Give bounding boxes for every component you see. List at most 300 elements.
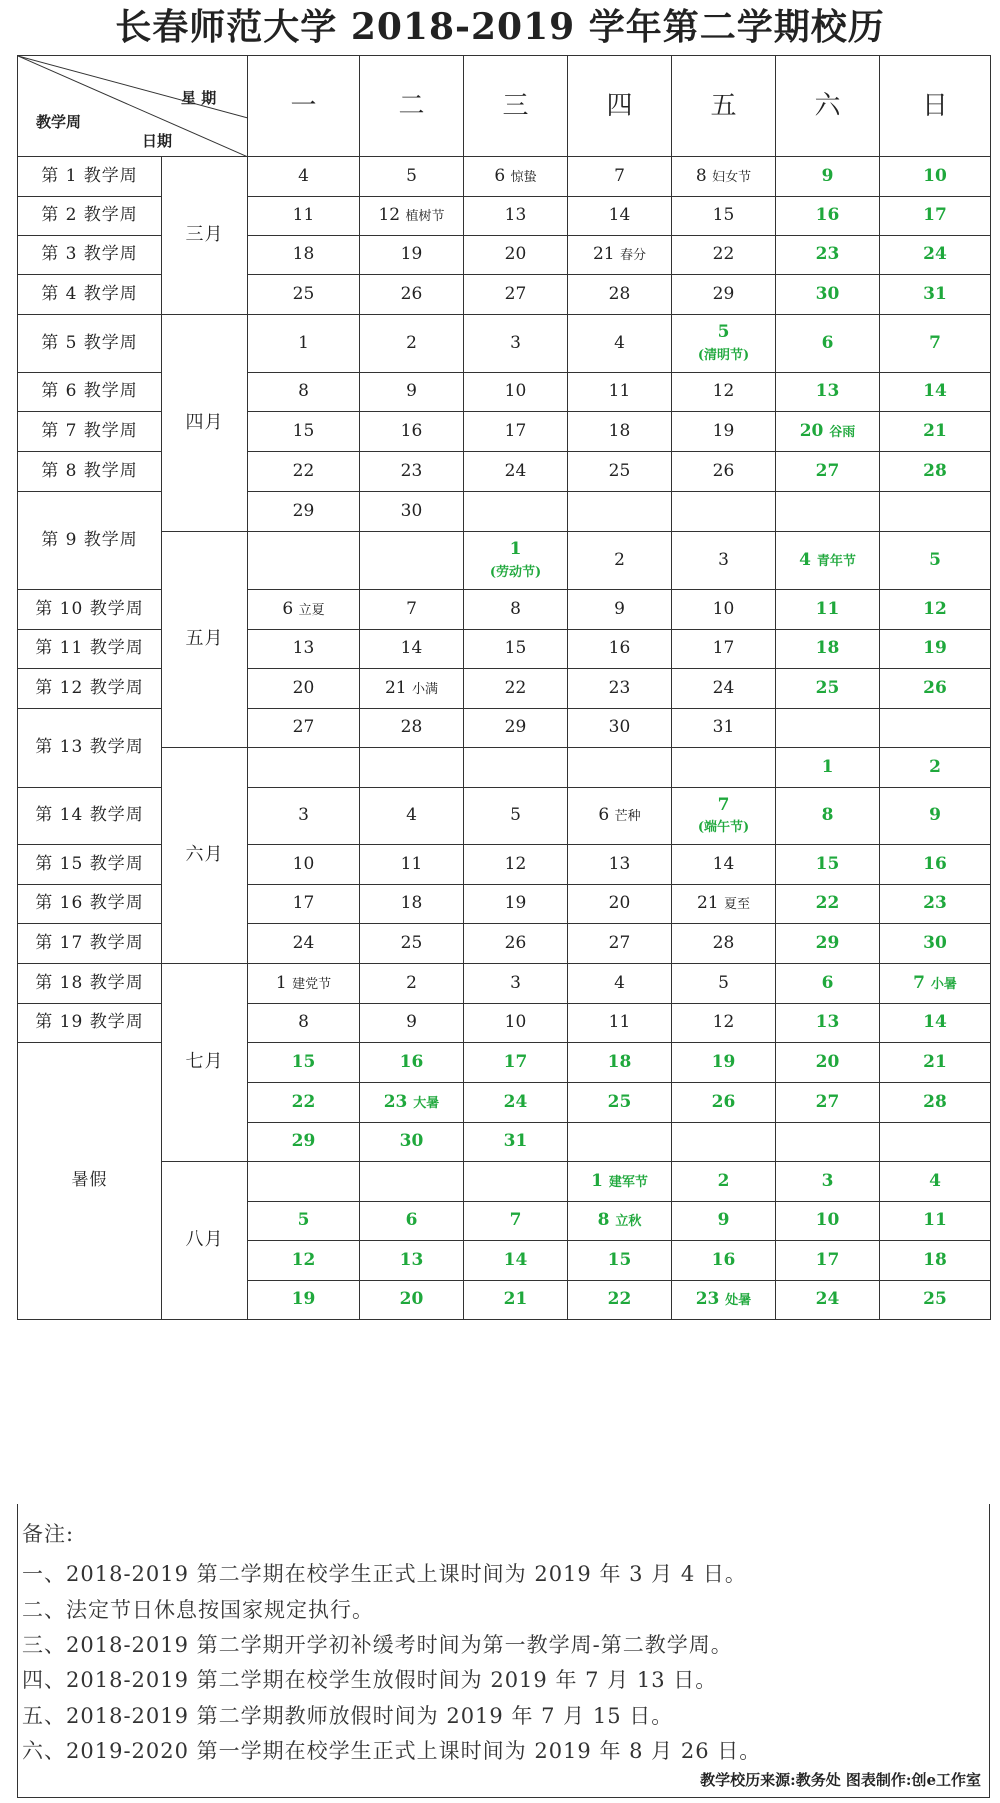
- day-cell: [464, 788, 568, 845]
- day-number: 5: [297, 1210, 310, 1231]
- day-number: 7: [509, 1210, 522, 1231]
- day-cell: [360, 315, 464, 373]
- date-axis-label: 日期: [142, 132, 173, 150]
- day-number: 17: [923, 205, 947, 226]
- day-cell: [568, 492, 672, 532]
- day-cell: [880, 1083, 991, 1123]
- day-cell: [464, 412, 568, 452]
- day-cell: [464, 885, 568, 924]
- calendar-table: [17, 55, 991, 1320]
- day-cell: [464, 197, 568, 236]
- day-number: 2: [406, 972, 417, 993]
- day-cell: [776, 1004, 880, 1043]
- day-number: 23: [815, 244, 840, 265]
- day-cell: [464, 452, 568, 492]
- day-number: 21: [384, 677, 407, 698]
- day-cell: [464, 373, 568, 412]
- day-cell: [568, 845, 672, 885]
- day-cell: [672, 924, 776, 964]
- week-label: 第 13 教学周: [18, 709, 162, 788]
- table-row: [18, 964, 991, 1004]
- day-number: 31: [712, 717, 735, 738]
- day-cell: [776, 412, 880, 452]
- day-number: 18: [292, 244, 315, 265]
- day-number: 28: [712, 932, 735, 953]
- day-number: 2: [929, 756, 941, 777]
- day-cell: [672, 845, 776, 885]
- week-label: 暑假: [18, 1043, 162, 1320]
- day-cell: [672, 412, 776, 452]
- day-cell: [360, 964, 464, 1004]
- day-cell: [360, 1083, 464, 1123]
- day-cell: [360, 590, 464, 630]
- notes-section: [17, 1504, 990, 1798]
- day-number: 4: [406, 805, 417, 826]
- day-number: 3: [718, 549, 729, 570]
- day-number: 27: [292, 717, 315, 738]
- day-cell: [880, 845, 991, 885]
- day-number: 15: [504, 638, 527, 659]
- day-number: 15: [815, 853, 840, 874]
- day-number: 27: [815, 460, 840, 481]
- day-number: 7: [913, 972, 925, 993]
- day-cell: [880, 275, 991, 315]
- day-number: 28: [608, 283, 631, 304]
- weekday-axis-label: 星 期: [181, 89, 217, 107]
- day-number: 15: [292, 420, 315, 441]
- day-cell: [776, 452, 880, 492]
- day-number: 18: [608, 420, 631, 441]
- day-cell: [248, 236, 360, 275]
- day-number: 2: [717, 1170, 730, 1191]
- day-cell: [464, 845, 568, 885]
- day-number: 14: [923, 381, 947, 402]
- day-cell: [568, 748, 672, 788]
- day-number: 22: [815, 893, 840, 914]
- week-label: 第 19 教学周: [18, 1004, 162, 1043]
- festival-label: (端午节): [697, 820, 750, 835]
- day-cell: [880, 669, 991, 709]
- day-number: 4: [298, 165, 309, 186]
- day-number: 19: [291, 1289, 316, 1310]
- day-number: 16: [815, 205, 840, 226]
- day-number: 16: [608, 638, 631, 659]
- week-label: 第 3 教学周: [18, 236, 162, 275]
- day-number: 30: [608, 717, 631, 738]
- day-cell: [568, 532, 672, 590]
- day-number: 26: [712, 460, 735, 481]
- day-number: 23: [923, 893, 947, 914]
- month-label: 六月: [162, 748, 248, 964]
- day-cell: [568, 669, 672, 709]
- week-label: 第 14 教学周: [18, 788, 162, 845]
- day-number: 1: [275, 972, 287, 993]
- day-number: 16: [400, 420, 423, 441]
- festival-label: 小满: [412, 681, 439, 697]
- day-number: 9: [929, 805, 941, 826]
- day-number: 15: [291, 1051, 316, 1072]
- day-cell: [776, 236, 880, 275]
- day-cell: [464, 236, 568, 275]
- day-cell: [360, 669, 464, 709]
- week-label: 第 18 教学周: [18, 964, 162, 1004]
- day-cell: [776, 1202, 880, 1241]
- festival-label: 大暑: [413, 1095, 440, 1111]
- day-number: 11: [400, 853, 423, 874]
- day-number: 27: [504, 283, 527, 304]
- day-cell: [776, 1043, 880, 1083]
- day-cell: [880, 964, 991, 1004]
- day-cell: [464, 315, 568, 373]
- day-cell: [248, 492, 360, 532]
- day-cell: [248, 885, 360, 924]
- day-cell: [568, 452, 672, 492]
- day-number: 13: [815, 381, 840, 402]
- day-number: 7: [406, 598, 417, 619]
- day-cell: [464, 1241, 568, 1281]
- table-row: [18, 748, 991, 788]
- day-cell: [464, 1043, 568, 1083]
- day-cell: [672, 275, 776, 315]
- day-cell: [360, 452, 464, 492]
- note-item: 二、法定节日休息按国家规定执行。: [22, 1598, 374, 1622]
- day-cell: [880, 709, 991, 748]
- day-cell: [880, 532, 991, 590]
- day-cell: [568, 1281, 672, 1320]
- day-number: 6: [282, 598, 294, 619]
- day-number: 9: [717, 1210, 730, 1231]
- day-number: 21: [923, 420, 947, 441]
- day-number: 24: [923, 244, 947, 265]
- day-cell: [568, 275, 672, 315]
- day-cell: [464, 964, 568, 1004]
- day-cell: [360, 1043, 464, 1083]
- day-cell: [776, 492, 880, 532]
- day-number: 8: [821, 805, 834, 826]
- day-number: 11: [608, 1012, 631, 1033]
- day-cell: [880, 1123, 991, 1162]
- day-cell: [464, 532, 568, 590]
- day-number: 18: [400, 893, 423, 914]
- festival-label: 立夏: [298, 602, 325, 618]
- festival-label: 建党节: [292, 976, 332, 992]
- day-number: 22: [712, 244, 735, 265]
- day-cell: [360, 924, 464, 964]
- day-number: 1: [298, 332, 309, 353]
- week-label: 第 2 教学周: [18, 197, 162, 236]
- day-number: 28: [923, 460, 947, 481]
- week-axis-label: 教学周: [36, 113, 82, 131]
- day-cell: [880, 236, 991, 275]
- day-cell: [360, 845, 464, 885]
- day-cell: [672, 315, 776, 373]
- day-number: 19: [712, 420, 735, 441]
- day-cell: [360, 373, 464, 412]
- day-number: 17: [292, 893, 315, 914]
- day-cell: [672, 452, 776, 492]
- day-number: 20: [292, 677, 315, 698]
- day-cell: [672, 788, 776, 845]
- day-cell: [672, 1241, 776, 1281]
- day-cell: [672, 590, 776, 630]
- day-cell: [880, 590, 991, 630]
- day-cell: [360, 709, 464, 748]
- day-cell: [464, 709, 568, 748]
- day-number: 1: [821, 756, 834, 777]
- day-cell: [360, 1202, 464, 1241]
- day-number: 5: [510, 805, 521, 826]
- day-number: 16: [711, 1249, 736, 1270]
- day-number: 8: [510, 598, 521, 619]
- day-cell: [880, 924, 991, 964]
- festival-label: 芒种: [614, 809, 641, 825]
- note-item: 五、2018-2019 第二学期教师放假时间为 2019 年 7 月 15 日。: [22, 1704, 674, 1728]
- day-cell: [464, 1281, 568, 1320]
- festival-label: 青年节: [816, 553, 856, 569]
- day-cell: [360, 788, 464, 845]
- day-number: 14: [503, 1249, 528, 1270]
- day-number: 5: [718, 972, 729, 993]
- day-number: 4: [614, 332, 625, 353]
- festival-label: 惊蛰: [510, 169, 537, 185]
- day-number: 30: [400, 500, 423, 521]
- day-number: 14: [608, 205, 631, 226]
- note-item: 一、2018-2019 第二学期在校学生正式上课时间为 2019 年 3 月 4 日。: [22, 1562, 747, 1586]
- day-cell: [880, 1281, 991, 1320]
- day-cell: [776, 1162, 880, 1202]
- day-cell: [248, 1202, 360, 1241]
- festival-label: 处暑: [725, 1293, 752, 1309]
- day-number: 19: [711, 1051, 736, 1072]
- day-number: 12: [712, 381, 735, 402]
- day-cell: [776, 669, 880, 709]
- day-number: 29: [712, 283, 735, 304]
- day-number: 29: [291, 1131, 316, 1152]
- table-row: [18, 315, 991, 373]
- day-number: 17: [504, 420, 527, 441]
- day-number: 6: [598, 805, 610, 826]
- day-cell: [568, 924, 672, 964]
- day-cell: [248, 845, 360, 885]
- day-cell: [360, 630, 464, 669]
- day-number: 22: [291, 1091, 316, 1112]
- day-cell: [776, 788, 880, 845]
- day-number: 10: [504, 381, 527, 402]
- table-row: [18, 157, 991, 197]
- week-label: 第 7 教学周: [18, 412, 162, 452]
- day-cell: [880, 373, 991, 412]
- day-cell: [248, 1083, 360, 1123]
- day-cell: [776, 275, 880, 315]
- day-number: 14: [923, 1012, 947, 1033]
- day-number: 2: [406, 332, 417, 353]
- day-cell: [568, 157, 672, 197]
- week-label: 第 10 教学周: [18, 590, 162, 630]
- day-number: 5: [929, 549, 941, 570]
- table-row: [18, 532, 991, 590]
- day-number: 21: [696, 893, 719, 914]
- day-cell: [464, 1202, 568, 1241]
- day-cell: [568, 197, 672, 236]
- day-cell: [880, 452, 991, 492]
- month-label: 三月: [162, 157, 248, 315]
- week-label: 第 17 教学周: [18, 924, 162, 964]
- weekday-header: 六: [776, 56, 880, 157]
- day-number: 30: [815, 283, 840, 304]
- day-number: 2: [614, 549, 625, 570]
- day-cell: [776, 709, 880, 748]
- day-number: 8: [298, 381, 309, 402]
- festival-label: 建军节: [608, 1174, 648, 1190]
- day-number: 26: [711, 1091, 736, 1112]
- day-cell: [360, 1004, 464, 1043]
- day-number: 29: [292, 500, 315, 521]
- day-cell: [672, 1162, 776, 1202]
- day-cell: [568, 373, 672, 412]
- day-cell: [360, 275, 464, 315]
- month-label: 五月: [162, 532, 248, 748]
- day-cell: [464, 924, 568, 964]
- day-cell: [248, 748, 360, 788]
- day-cell: [672, 885, 776, 924]
- day-number: 28: [400, 717, 423, 738]
- day-number: 24: [292, 932, 315, 953]
- day-cell: [248, 709, 360, 748]
- note-item: 三、2018-2019 第二学期开学初补缓考时间为第一教学周-第二教学周。: [22, 1633, 733, 1657]
- day-number: 8: [298, 1012, 309, 1033]
- day-number: 16: [923, 853, 947, 874]
- day-cell: [464, 590, 568, 630]
- day-number: 30: [399, 1131, 424, 1152]
- day-cell: [248, 1162, 360, 1202]
- day-number: 7: [717, 794, 730, 815]
- day-number: 12: [712, 1012, 735, 1033]
- day-number: 11: [608, 381, 631, 402]
- day-cell: [464, 630, 568, 669]
- day-number: 1: [509, 539, 522, 560]
- weekday-header: 三: [464, 56, 568, 157]
- day-number: 15: [712, 205, 735, 226]
- day-number: 22: [607, 1289, 632, 1310]
- week-label: 第 1 教学周: [18, 157, 162, 197]
- day-cell: [672, 1202, 776, 1241]
- day-number: 13: [504, 205, 527, 226]
- weekday-header: 日: [880, 56, 991, 157]
- day-number: 10: [292, 853, 315, 874]
- day-number: 23: [400, 460, 423, 481]
- day-cell: [248, 197, 360, 236]
- day-cell: [568, 788, 672, 845]
- day-number: 3: [821, 1170, 834, 1191]
- day-cell: [360, 532, 464, 590]
- table-row: [18, 1162, 991, 1202]
- day-cell: [464, 1162, 568, 1202]
- day-number: 3: [510, 332, 521, 353]
- festival-label: 植树节: [405, 209, 445, 225]
- day-cell: [464, 157, 568, 197]
- day-number: 25: [607, 1091, 632, 1112]
- day-number: 17: [503, 1051, 528, 1072]
- day-cell: [672, 1083, 776, 1123]
- day-cell: [880, 1043, 991, 1083]
- festival-label: 夏至: [724, 897, 751, 913]
- day-number: 31: [923, 283, 947, 304]
- day-cell: [672, 630, 776, 669]
- day-number: 9: [406, 381, 417, 402]
- day-number: 23: [695, 1289, 720, 1310]
- day-cell: [880, 492, 991, 532]
- day-number: 14: [400, 638, 423, 659]
- day-cell: [672, 1123, 776, 1162]
- day-cell: [776, 885, 880, 924]
- festival-label: 小暑: [930, 976, 957, 992]
- day-cell: [880, 788, 991, 845]
- weekday-header: 二: [360, 56, 464, 157]
- day-number: 11: [923, 1210, 947, 1231]
- day-cell: [568, 1004, 672, 1043]
- day-cell: [248, 452, 360, 492]
- day-cell: [568, 590, 672, 630]
- day-number: 13: [399, 1249, 424, 1270]
- week-label: 第 4 教学周: [18, 275, 162, 315]
- day-cell: [776, 1083, 880, 1123]
- day-cell: [672, 532, 776, 590]
- day-cell: [776, 924, 880, 964]
- day-cell: [568, 1083, 672, 1123]
- day-cell: [248, 1241, 360, 1281]
- week-label: 第 15 教学周: [18, 845, 162, 885]
- day-cell: [248, 532, 360, 590]
- day-number: 24: [504, 460, 527, 481]
- month-label: 四月: [162, 315, 248, 532]
- day-cell: [464, 1004, 568, 1043]
- day-number: 21: [923, 1051, 947, 1072]
- day-number: 7: [614, 165, 625, 186]
- day-number: 3: [298, 805, 309, 826]
- day-cell: [880, 1162, 991, 1202]
- day-number: 10: [815, 1210, 840, 1231]
- day-number: 27: [815, 1091, 840, 1112]
- day-cell: [672, 492, 776, 532]
- day-cell: [880, 412, 991, 452]
- day-cell: [568, 1123, 672, 1162]
- weekday-header: 四: [568, 56, 672, 157]
- day-number: 14: [712, 853, 735, 874]
- day-number: 21: [592, 244, 615, 265]
- day-cell: [568, 1241, 672, 1281]
- day-cell: [248, 412, 360, 452]
- day-number: 27: [608, 932, 631, 953]
- day-number: 1: [591, 1170, 603, 1191]
- day-cell: [360, 1162, 464, 1202]
- month-label: 七月: [162, 964, 248, 1162]
- day-cell: [568, 1162, 672, 1202]
- source-credit: 教学校历来源:教务处 图表制作:创e工作室: [700, 1771, 981, 1789]
- day-cell: [248, 630, 360, 669]
- day-number: 15: [607, 1249, 632, 1270]
- day-number: 11: [815, 598, 840, 619]
- festival-label: (劳动节): [489, 564, 542, 580]
- day-cell: [672, 1004, 776, 1043]
- weekday-header: 一: [248, 56, 360, 157]
- day-number: 26: [923, 677, 947, 698]
- day-cell: [776, 845, 880, 885]
- day-number: 12: [291, 1249, 316, 1270]
- day-number: 23: [383, 1091, 408, 1112]
- day-number: 13: [815, 1012, 840, 1033]
- day-number: 4: [929, 1170, 941, 1191]
- day-number: 10: [504, 1012, 527, 1033]
